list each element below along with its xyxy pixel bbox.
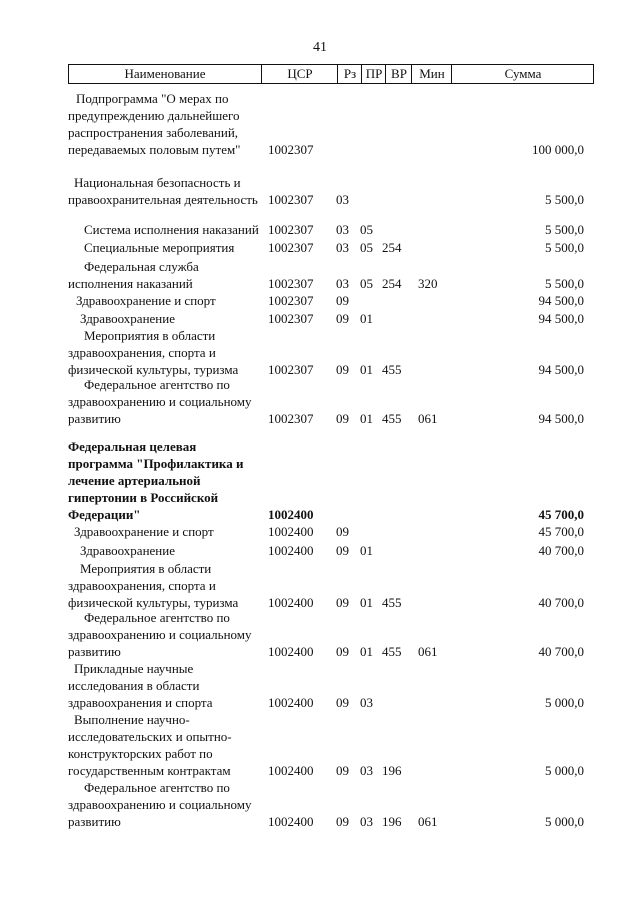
row-name: Специальные мероприятия	[84, 240, 235, 255]
row-sum: 94 500,0	[538, 362, 584, 377]
row-vr: 254	[382, 276, 402, 291]
row-rz: 09	[336, 763, 349, 778]
row-sum: 100 000,0	[532, 142, 584, 157]
row-vr: 455	[382, 644, 402, 659]
row-vr: 455	[382, 411, 402, 426]
row-name: Национальная безопасность и правоохранительная деятельность	[68, 175, 258, 207]
row-min: 061	[418, 644, 438, 659]
row-pr: 01	[360, 595, 373, 610]
row-sum: 94 500,0	[538, 411, 584, 426]
row-csr: 1002400	[268, 763, 314, 778]
header-name: Наименование	[124, 66, 206, 81]
row-csr: 1002400	[268, 695, 314, 710]
row-rz: 03	[336, 276, 349, 291]
row-sum: 5 000,0	[545, 763, 584, 778]
row-name: Здравоохранение	[80, 311, 175, 326]
row-min: 061	[418, 411, 438, 426]
header-vr: ВР	[385, 65, 412, 83]
row-sum: 40 700,0	[538, 543, 584, 558]
row-pr: 05	[360, 222, 373, 237]
row-csr: 1002307	[268, 240, 314, 255]
row-vr: 455	[382, 362, 402, 377]
row-pr: 01	[360, 362, 373, 377]
row-vr: 196	[382, 763, 402, 778]
row-rz: 09	[336, 524, 349, 539]
row-min: 061	[418, 814, 438, 829]
row-name: Здравоохранение и спорт	[76, 293, 216, 308]
row-sum: 5 000,0	[545, 695, 584, 710]
row-pr: 01	[360, 543, 373, 558]
row-rz: 03	[336, 222, 349, 237]
row-name: Федеральное агентство по здравоохранению и социальному развитию	[68, 377, 252, 426]
row-name: Федеральное агентство по здравоохранению и социальному развитию	[68, 610, 252, 659]
row-name: Здравоохранение	[80, 543, 175, 558]
row-csr: 1002400	[268, 524, 314, 539]
row-sum: 5 500,0	[545, 222, 584, 237]
row-min: 320	[418, 276, 438, 291]
row-rz: 09	[336, 695, 349, 710]
row-sum: 5 500,0	[545, 192, 584, 207]
row-csr: 1002307	[268, 276, 314, 291]
header-pr: ПР	[361, 65, 386, 83]
row-name: Здравоохранение и спорт	[74, 524, 214, 539]
row-sum: 94 500,0	[538, 311, 584, 326]
header-min: Мин	[411, 65, 452, 83]
row-name: Прикладные научные исследования в области здравоохранения и спорта	[68, 661, 213, 710]
row-pr: 01	[360, 411, 373, 426]
row-rz: 09	[336, 362, 349, 377]
row-rz: 03	[336, 240, 349, 255]
row-csr: 1002307	[268, 411, 314, 426]
row-sum: 5 500,0	[545, 240, 584, 255]
row-rz: 09	[336, 293, 349, 308]
row-pr: 03	[360, 763, 373, 778]
row-csr: 1002307	[268, 311, 314, 326]
row-csr: 1002307	[268, 362, 314, 377]
row-rz: 09	[336, 644, 349, 659]
row-csr: 1002307	[268, 192, 314, 207]
row-name: Выполнение научно-исследовательских и опытно-конструкторских работ по государственным контрактам	[68, 712, 232, 778]
row-csr: 1002400	[268, 644, 314, 659]
row-csr: 1002400	[268, 595, 314, 610]
row-rz: 09	[336, 543, 349, 558]
row-sum: 5 500,0	[545, 276, 584, 291]
row-pr: 03	[360, 695, 373, 710]
row-sum: 40 700,0	[538, 644, 584, 659]
header-rz: Рз	[337, 65, 362, 83]
row-name: Федеральная служба исполнения наказаний	[68, 259, 199, 291]
row-name: Мероприятия в области здравоохранения, спорта и физической культуры, туризма	[68, 328, 239, 377]
row-csr: 1002400	[268, 814, 314, 829]
row-csr: 1002307	[268, 142, 314, 157]
page-number: 41	[313, 40, 327, 55]
row-pr: 03	[360, 814, 373, 829]
row-pr: 01	[360, 644, 373, 659]
row-csr: 1002307	[268, 222, 314, 237]
row-name: Федеральное агентство по здравоохранению и социальному развитию	[68, 780, 252, 829]
row-csr: 1002400	[268, 507, 314, 522]
row-name: Подпрограмма "О мерах по предупреждению дальнейшего распространения заболеваний, передаваемых половым путем"	[68, 91, 241, 157]
header-sum: Сумма	[451, 65, 594, 83]
row-csr: 1002307	[268, 293, 314, 308]
row-pr: 05	[360, 240, 373, 255]
row-csr: 1002400	[268, 543, 314, 558]
row-pr: 05	[360, 276, 373, 291]
row-name: Федеральная целевая программа "Профилактика и лечение артериальной гипертонии в Российской Федерации"	[68, 439, 244, 522]
header-csr: ЦСР	[261, 65, 338, 83]
row-sum: 94 500,0	[538, 293, 584, 308]
row-sum: 45 700,0	[538, 507, 584, 522]
row-pr: 01	[360, 311, 373, 326]
row-rz: 09	[336, 411, 349, 426]
row-name: Система исполнения наказаний	[84, 222, 259, 237]
row-vr: 254	[382, 240, 402, 255]
row-sum: 5 000,0	[545, 814, 584, 829]
row-rz: 03	[336, 192, 349, 207]
row-sum: 40 700,0	[538, 595, 584, 610]
row-rz: 09	[336, 814, 349, 829]
row-sum: 45 700,0	[538, 524, 584, 539]
row-vr: 196	[382, 814, 402, 829]
row-rz: 09	[336, 595, 349, 610]
row-rz: 09	[336, 311, 349, 326]
row-name: Мероприятия в области здравоохранения, спорта и физической культуры, туризма	[68, 561, 239, 610]
row-vr: 455	[382, 595, 402, 610]
